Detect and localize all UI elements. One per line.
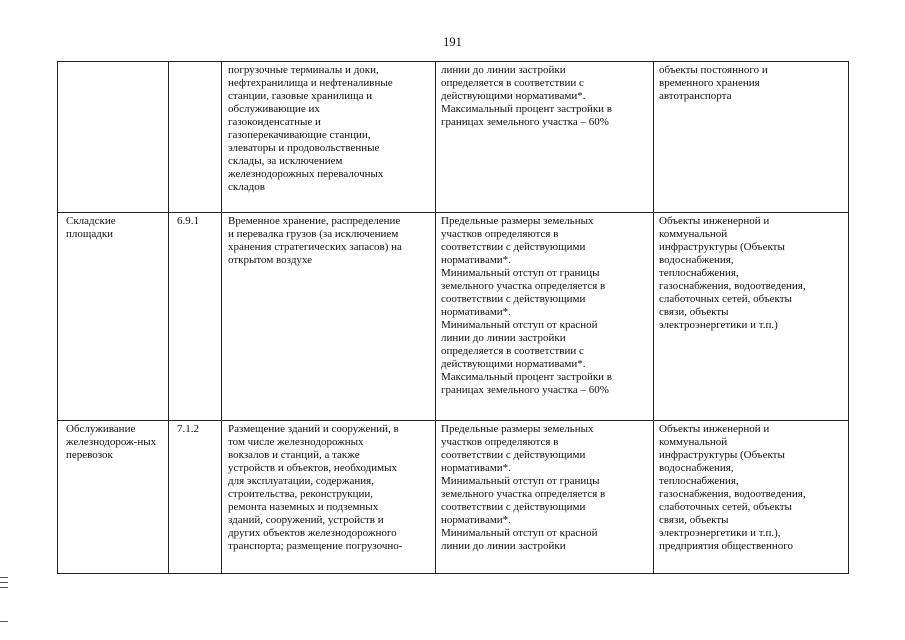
auxiliary-uses-cell xyxy=(654,213,849,421)
use-type-name: Складские площадки xyxy=(66,215,116,240)
auxiliary-uses-cell xyxy=(654,421,849,574)
code-cell xyxy=(169,62,222,213)
text-line: складов xyxy=(228,181,265,193)
text-line: линии до линии застройки xyxy=(441,64,566,76)
text-line: хранения стратегических запасов) на xyxy=(228,241,402,253)
parameters-cell xyxy=(436,421,654,574)
scan-margin-mark xyxy=(0,582,8,583)
text-line: слаботочных сетей, объекты xyxy=(659,501,792,513)
use-type-code: 6.9.1 xyxy=(177,215,199,227)
text-line: погрузочные терминалы и доки, xyxy=(228,64,379,76)
use-type-name-cell xyxy=(58,421,169,574)
text-line: земельного участка определяется в xyxy=(441,488,606,500)
text-line: водоснабжения, xyxy=(659,254,734,266)
text-line: соответствии с действующими xyxy=(441,241,586,253)
parameters-cell xyxy=(436,213,654,421)
text-line: Временное хранение, распределение xyxy=(228,215,401,227)
text-line: соответствии с действующими xyxy=(441,501,586,513)
text-line: и перевалка грузов (за исключением xyxy=(228,228,399,240)
text-line: том числе железнодорожных xyxy=(228,436,364,448)
table-row xyxy=(58,421,849,574)
text-line: нормативами*. xyxy=(441,514,511,526)
text-line: нормативами*. xyxy=(441,306,511,318)
text-line: Предельные размеры земельных xyxy=(441,423,594,435)
text-line: коммунальной xyxy=(659,436,728,448)
code-cell xyxy=(169,421,222,574)
text-line: Размещение зданий и сооружений, в xyxy=(228,423,399,435)
text-line: открытом воздухе xyxy=(228,254,313,266)
description-cell xyxy=(222,421,436,574)
text-line: газоконденсатные и xyxy=(228,116,321,128)
text-line: теплоснабжения, xyxy=(659,475,739,487)
text-line: элеваторы и продовольственные xyxy=(228,142,380,154)
text-line: газоснабжения, водоотведения, xyxy=(659,280,806,292)
text-line: устройств и объектов, необходимых xyxy=(228,462,397,474)
text-line: зданий, сооружений, устройств и xyxy=(228,514,384,526)
text-line: соответствии с действующими xyxy=(441,293,586,305)
page-number: 191 xyxy=(443,35,462,49)
use-type-code: 7.1.2 xyxy=(177,423,199,435)
table-row xyxy=(58,213,849,421)
text-line: коммунальной xyxy=(659,228,728,240)
text-line: границах земельного участка – 60% xyxy=(441,384,609,396)
text-line: нефтехранилища и нефтеналивные xyxy=(228,77,393,89)
text-line: границах земельного участка – 60% xyxy=(441,116,609,128)
text-line: автотранспорта xyxy=(659,90,732,102)
text-line: участков определяются в xyxy=(441,436,559,448)
table-row xyxy=(58,62,849,213)
text-line: Минимальный отступ от красной xyxy=(441,527,598,539)
text-line: Объекты инженерной и xyxy=(659,215,770,227)
text-line: линии до линии застройки xyxy=(441,540,566,552)
text-line: слаботочных сетей, объекты xyxy=(659,293,792,305)
use-type-name: Обслуживание железнодорож-ных перевозок xyxy=(66,423,157,461)
text-line: теплоснабжения, xyxy=(659,267,739,279)
description-cell xyxy=(222,62,436,213)
scan-margin-mark xyxy=(0,587,8,588)
scan-margin-mark xyxy=(0,577,8,578)
text-line: Объекты инженерной и xyxy=(659,423,770,435)
text-line: газоперекачивающие станции, xyxy=(228,129,371,141)
text-line: соответствии с действующими xyxy=(441,449,586,461)
text-line: вокзалов и станций, а также xyxy=(228,449,360,461)
text-line: других объектов железнодорожного xyxy=(228,527,397,539)
text-line: газоснабжения, водоотведения, xyxy=(659,488,806,500)
text-line: определяется в соответствии с xyxy=(441,345,584,357)
text-line: транспорта; размещение погрузочно- xyxy=(228,540,403,552)
text-line: объекты постоянного и xyxy=(659,64,768,76)
description-cell xyxy=(222,213,436,421)
text-line: линии до линии застройки xyxy=(441,332,566,344)
text-line: станции, газовые хранилища и xyxy=(228,90,373,102)
text-line: земельного участка определяется в xyxy=(441,280,606,292)
scan-margin-mark xyxy=(0,621,8,622)
land-use-table xyxy=(57,61,849,574)
text-line: участков определяются в xyxy=(441,228,559,240)
use-type-name-cell xyxy=(58,62,169,213)
text-line: водоснабжения, xyxy=(659,462,734,474)
text-line: Предельные размеры земельных xyxy=(441,215,594,227)
text-line: Минимальный отступ от границы xyxy=(441,267,600,279)
text-line: инфраструктуры (Объекты xyxy=(659,449,785,461)
text-line: нормативами*. xyxy=(441,462,511,474)
text-line: нормативами*. xyxy=(441,254,511,266)
text-line: временного хранения xyxy=(659,77,760,89)
parameters-cell xyxy=(436,62,654,213)
text-line: Минимальный отступ от границы xyxy=(441,475,600,487)
text-line: обслуживающие их xyxy=(228,103,320,115)
text-line: предприятия общественного xyxy=(659,540,793,552)
text-line: для эксплуатации, содержания, xyxy=(228,475,374,487)
text-line: действующими нормативами*. xyxy=(441,358,586,370)
text-line: железнодорожных перевалочных xyxy=(228,168,384,180)
text-line: определяется в соответствии с xyxy=(441,77,584,89)
text-line: электроэнергетики и т.п.), xyxy=(659,527,781,539)
text-line: ремонта наземных и подземных xyxy=(228,501,379,513)
code-cell xyxy=(169,213,222,421)
text-line: строительства, реконструкции, xyxy=(228,488,374,500)
text-line: связи, объекты xyxy=(659,306,729,318)
text-line: Максимальный процент застройки в xyxy=(441,103,612,115)
use-type-name-cell xyxy=(58,213,169,421)
text-line: Минимальный отступ от красной xyxy=(441,319,598,331)
text-line: склады, за исключением xyxy=(228,155,343,167)
text-line: электроэнергетики и т.п.) xyxy=(659,319,778,331)
text-line: инфраструктуры (Объекты xyxy=(659,241,785,253)
auxiliary-uses-cell xyxy=(654,62,849,213)
text-line: действующими нормативами*. xyxy=(441,90,586,102)
text-line: Максимальный процент застройки в xyxy=(441,371,612,383)
text-line: связи, объекты xyxy=(659,514,729,526)
